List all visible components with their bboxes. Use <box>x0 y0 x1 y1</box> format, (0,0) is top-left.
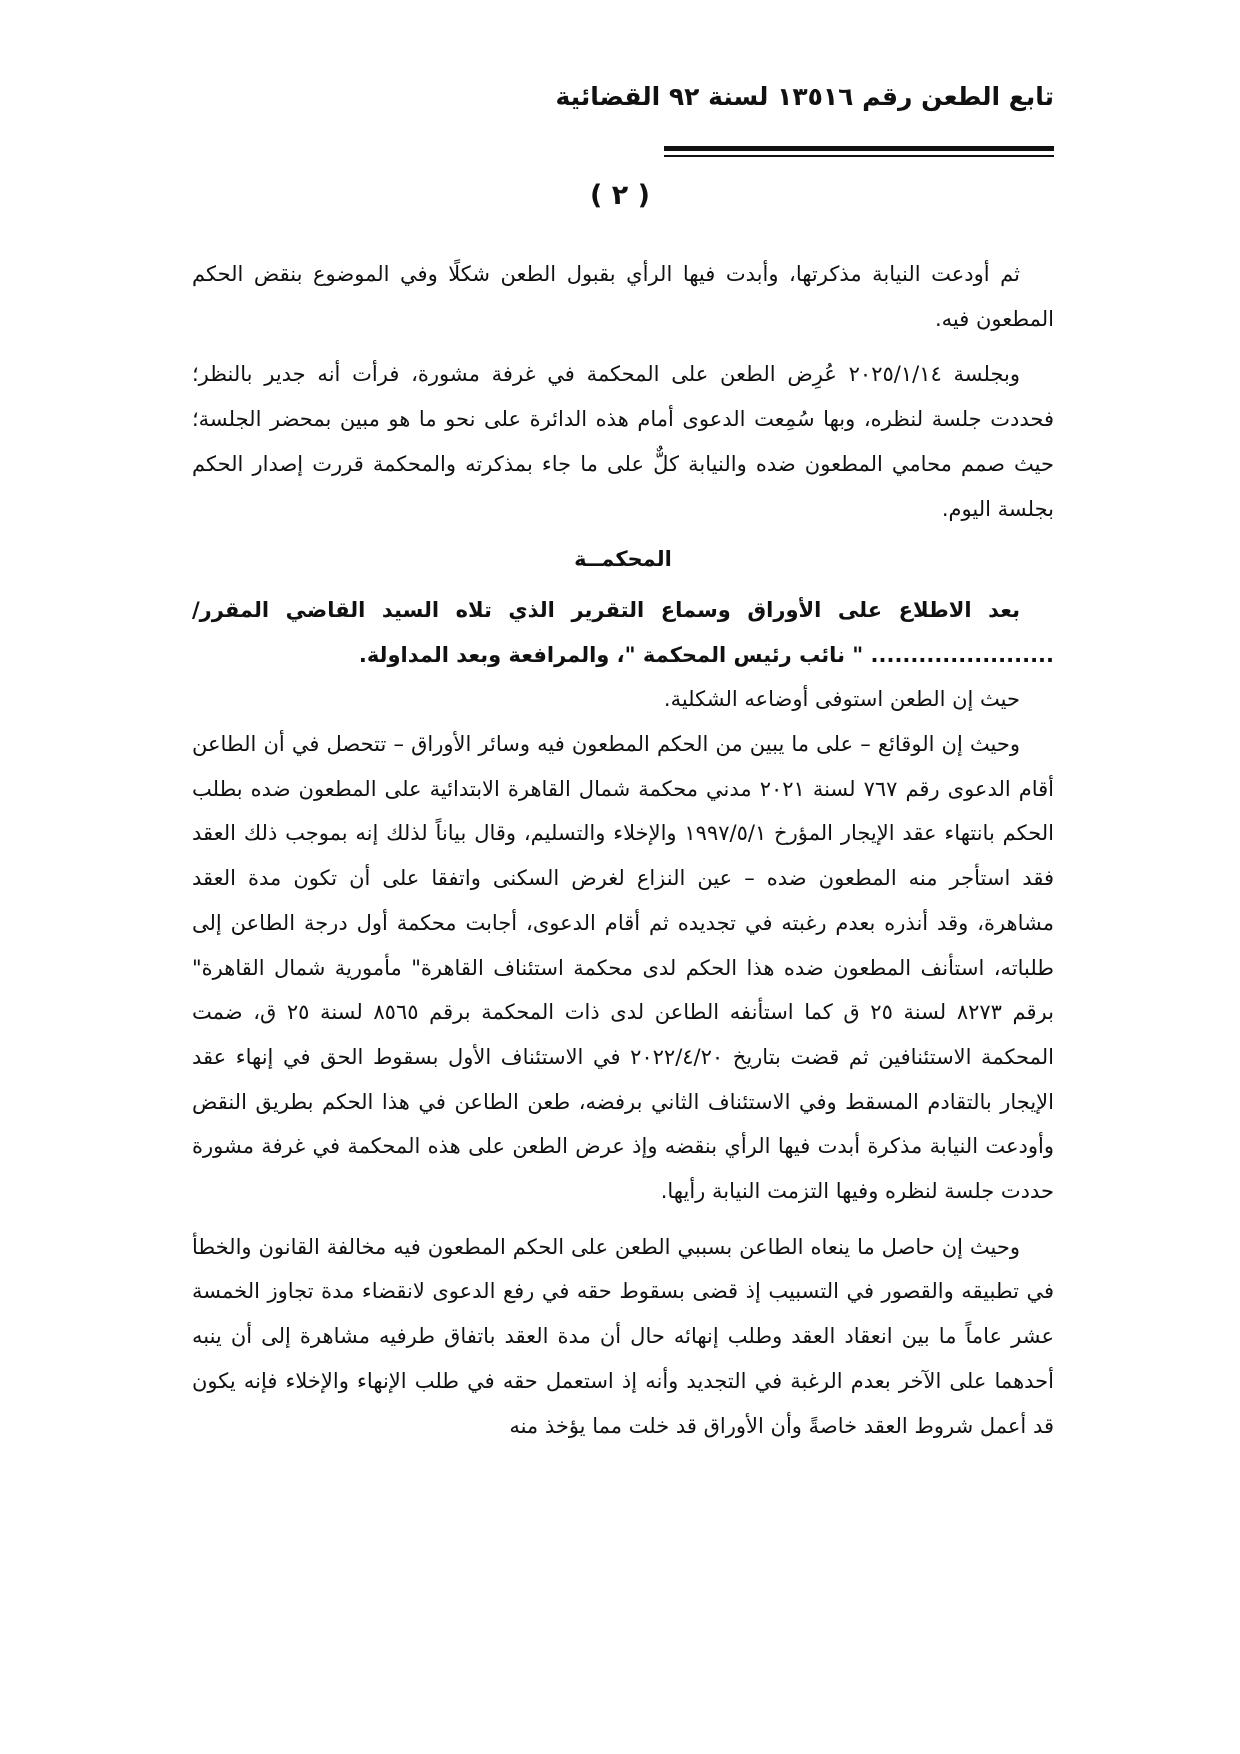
header-rule-thin <box>664 155 1054 157</box>
page-number: ( ٢ ) <box>590 180 650 211</box>
header-rule-thick <box>664 146 1054 151</box>
paragraph-prosecution-memo: ثم أودعت النيابة مذكرتها، وأبدت فيها الرأي بقبول الطعن شكلًا وفي الموضوع بنقض الحكم المطعون فيه. <box>192 262 1054 331</box>
document-body <box>192 252 1054 1448</box>
paragraph-grounds: وحيث إن حاصل ما ينعاه الطاعن بسببي الطعن على الحكم المطعون فيه مخالفة القانون والخطأ في تطبيقه والقصور في التسبيب إذ قضى بسقوط حقه في رفع الدعوى لانقضاء مدة تجاوز الخمسة عشر عاماً ما بين انعقاد العقد وطلب إنهائه حال أن مدة العقد باتفاق طرفيه مشاهرة إلى أن ينبه أحدهما على الآخر بعدم الرغبة في التجديد وأنه إذ استعمل حقه في طلب الإنهاء والإخلاء فإنه يكون قد أعمل شروط العقد خاصةً وأن الأوراق قد خلت مما يؤخذ منه <box>192 1234 1054 1438</box>
paragraph-facts: وحيث إن الوقائع – على ما يبين من الحكم المطعون فيه وسائر الأوراق – تتحصل في أن الطاعن أقام الدعوى رقم ٧٦٧ لسنة ٢٠٢١ مدني محكمة شمال القاهرة الابتدائية على المطعون ضده بطلب الحكم بانتهاء عقد الإيجار المؤرخ ١٩٩٧/٥/١ والإخلاء والتسليم، وقال بياناً لذلك إنه بموجب ذلك العقد فقد استأجر منه المطعون ضده – عين النزاع لغرض السكنى واتفقا على أن تكون مدة العقد مشاهرة، وقد أنذره بعدم رغبته في تجديده ثم أقام الدعوى، أجابت محكمة أول درجة الطاعن إلى طلباته، استأنف المطعون ضده هذا الحكم لدى محكمة استئناف القاهرة" مأمورية شمال القاهرة" برقم ٨٢٧٣ لسنة ٢٥ ق كما استأنفه الطاعن لدى ذات المحكمة برقم ٨٥٦٥ لسنة ٢٥ ق، ضمت المحكمة الاستئنافين ثم قضت بتاريخ ٢٠٢٢/٤/٢٠ في الاستئناف الأول بسقوط الحق في إنهاء عقد الإيجار بالتقادم المسقط وفي الاستئناف الثاني برفضه، طعن الطاعن في هذا الحكم بطريق النقض وأودعت النيابة مذكرة أبدت فيها الرأي بنقضه وإذ عرض الطعن على هذه المحكمة في غرفة مشورة حددت جلسة لنظره وفيها التزمت النيابة رأيها. <box>192 732 1054 1204</box>
paragraph-session: وبجلسة ٢٠٢٥/١/١٤ عُرِض الطعن على المحكمة في غرفة مشورة، فرأت أنه جدير بالنظر؛ فحددت جلسة لنظره، وبها سُمِعت الدعوى أمام هذه الدائرة على نحو ما هو مبين بمحضر الجلسة؛ حيث صمم محامي المطعون ضده والنيابة كلٌّ على ما جاء بمذكرته والمحكمة قررت إصدار الحكم بجلسة اليوم. <box>192 362 1054 521</box>
paragraph-deliberation: بعد الاطلاع على الأوراق وسماع التقرير الذي تلاه السيد القاضي المقرر/ ....................... " نائب رئيس المحكمة "، والمرافعة وبعد المداولة. <box>192 597 1054 667</box>
section-title-court: المحكمــة <box>574 547 672 572</box>
paragraph-formalities: حيث إن الطعن استوفى أوضاعه الشكلية. <box>663 687 1020 712</box>
case-header-title: تابع الطعن رقم ١٣٥١٦ لسنة ٩٢ القضائية <box>555 82 1054 111</box>
